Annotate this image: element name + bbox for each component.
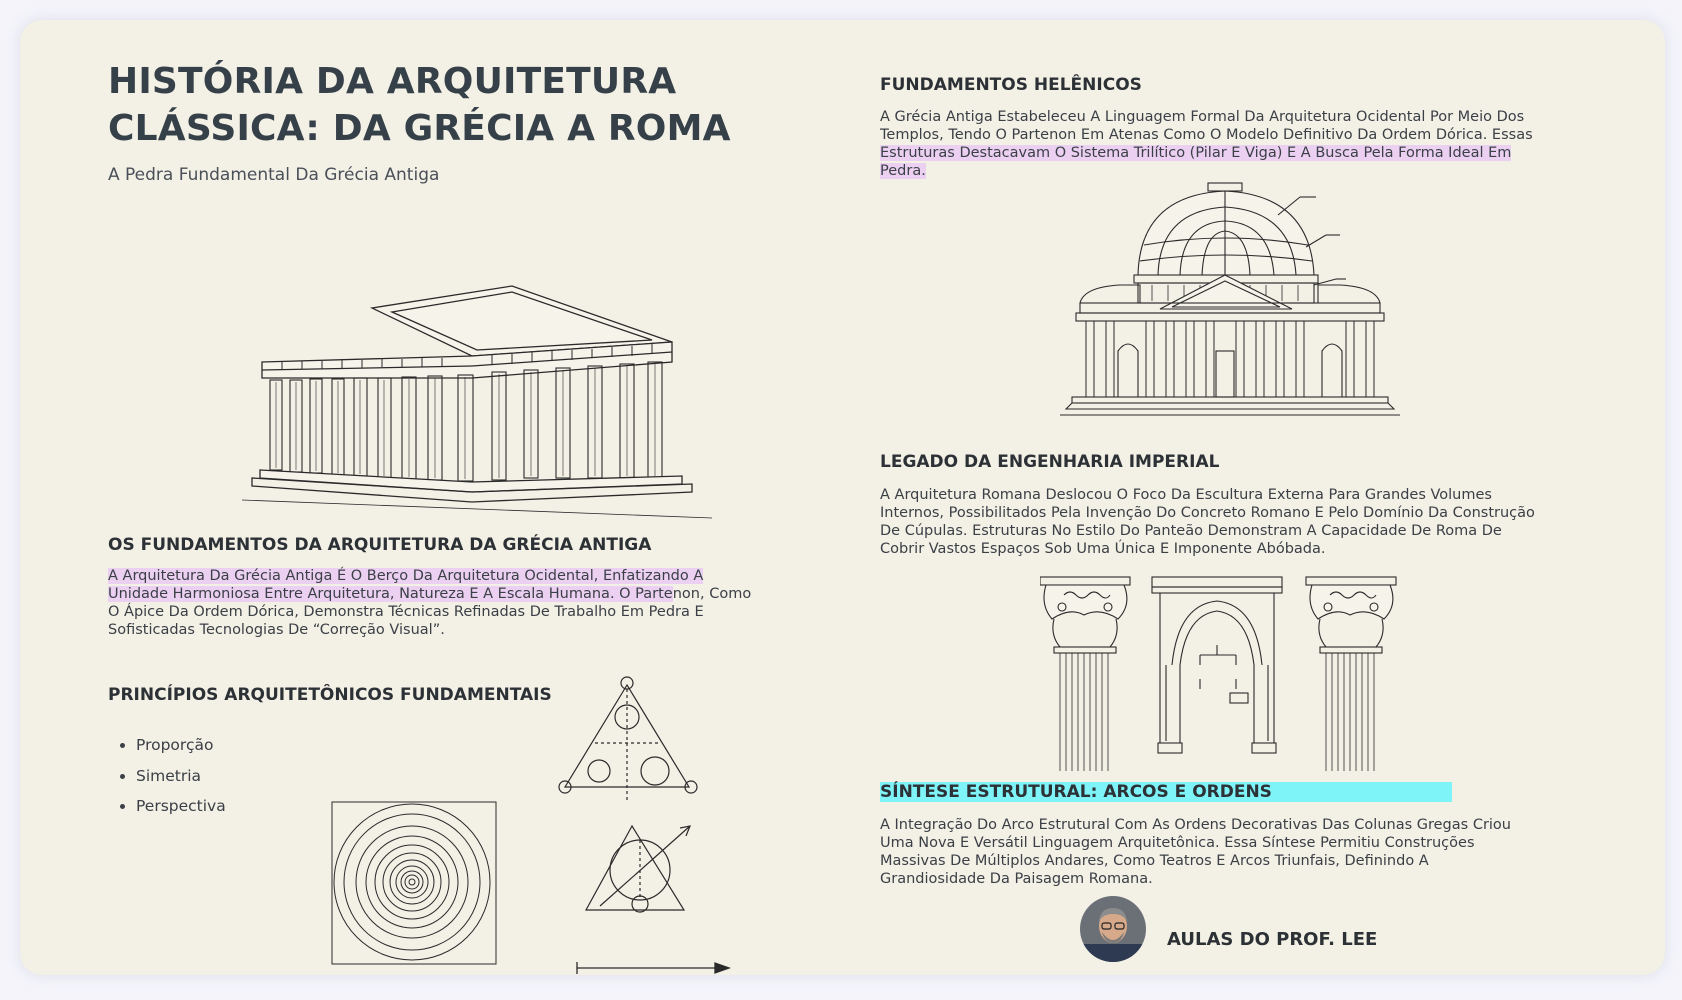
list-item: • Simetria <box>136 761 226 792</box>
page-title: HISTÓRIA DA ARQUITETURA CLÁSSICA: DA GRÉCIA A ROMA <box>108 61 731 149</box>
author-name: AULAS DO PROF. LEE <box>1167 929 1378 950</box>
list-item: • Proporção <box>136 730 226 761</box>
imperial-paragraph: A Arquitetura Romana Deslocou O Foco Da Escultura Externa Para Grandes Volumes Internos, Possibilitados Pela Invenção Do Concreto Romano E Pelo Domínio Da Construção De Cúpulas. Estruturas No Estilo Do Panteão Demonstram A Capacidade De Roma De Cobrir Vastos Espaços Sob Uma Única E Imponente Abóbada. <box>880 487 1535 557</box>
highlighted-text: A Arquitetura Da Grécia Antiga É O Berço Da Arquitetura Ocidental, Enfatizando A Unidade Harmoniosa Entre Arquitetura, Natureza E A Escala Humana. O Parte <box>108 568 704 602</box>
avatar <box>1080 896 1146 962</box>
triangle-circle-sketch <box>580 820 710 930</box>
slide <box>20 20 1665 975</box>
columns-arch-illustration <box>1040 575 1420 775</box>
section-title-synthesis <box>880 782 1452 802</box>
highlighted-text: Estruturas Destacavam O Sistema Trilítico (Pilar E Viga) E A Busca Pela Forma Ideal Em Pedra. <box>880 145 1512 179</box>
section-title-principles: PRINCÍPIOS ARQUITETÔNICOS FUNDAMENTAIS <box>108 685 552 705</box>
synthesis-paragraph: A Integração Do Arco Estrutural Com As Ordens Decorativas Das Colunas Gregas Criou Uma Nova E Versátil Linguagem Arquitetônica. Essa Síntese Permitiu Construções Massivas De Múltiplos Andares, Como Teatros E Arcos Triunfais, Definindo A Grandiosidade Da Paisagem Romana. <box>880 817 1511 887</box>
principles-list <box>120 730 226 822</box>
arrow-line-sketch <box>575 960 735 975</box>
section-title-imperial: LEGADO DA ENGENHARIA IMPERIAL <box>880 452 1220 472</box>
paragraph-text: non, Como O Ápice Da Ordem Dórica, Demonstra Técnicas Refinadas De Trabalho Em Pedra E Sofisticadas Tecnologias De “Correção Visual”. <box>108 586 752 638</box>
list-item: • Perspectiva <box>136 791 226 822</box>
concentric-circles-sketch <box>330 800 500 968</box>
author-portrait-icon <box>1080 896 1146 962</box>
section-title-greek-foundations: OS FUNDAMENTOS DA ARQUITETURA DA GRÉCIA ANTIGA <box>108 535 652 555</box>
page-subtitle: A Pedra Fundamental Da Grécia Antiga <box>108 165 440 185</box>
section-title-hellenic: FUNDAMENTOS HELÊNICOS <box>880 75 1142 95</box>
greek-foundations-paragraph <box>108 567 758 639</box>
pantheon-dome-illustration <box>1060 175 1400 435</box>
paragraph-text: A Grécia Antiga Estabeleceu A Linguagem Formal Da Arquitetura Ocidental Por Meio Dos Templos, Tendo O Partenon Em Atenas Como O Modelo Definitivo Da Ordem Dórica. Essas <box>880 109 1533 143</box>
greek-temple-illustration <box>242 270 712 530</box>
hellenic-paragraph <box>880 108 1535 180</box>
proportion-triangle-sketch <box>555 675 715 805</box>
highlighted-title: SÍNTESE ESTRUTURAL: ARCOS E ORDENS <box>880 782 1452 802</box>
